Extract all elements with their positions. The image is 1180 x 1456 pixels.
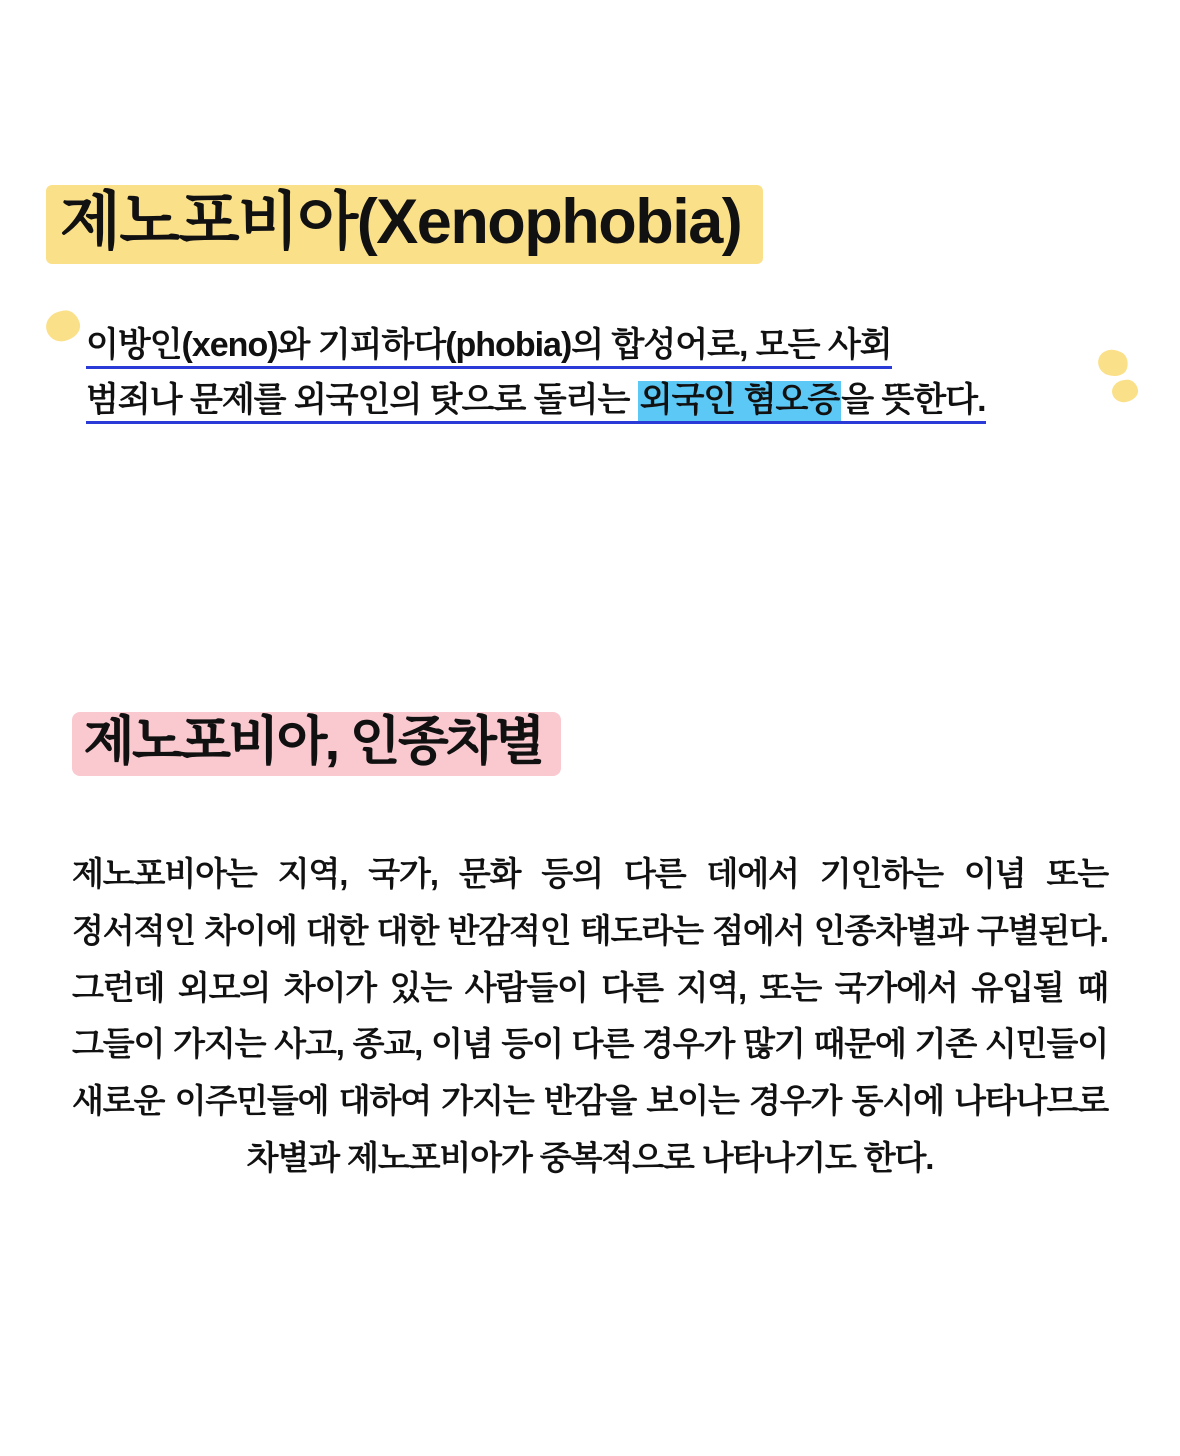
definition-line-2-before: 범죄나 문제를 외국인의 탓으로 돌리는 (86, 381, 638, 424)
title-highlight (46, 185, 763, 264)
section-body-text: 제노포비아는 지역, 국가, 문화 등의 다른 데에서 기인하는 이념 또는 정서적인 차이에 대한 대한 반감적인 태도라는 점에서 인종차별과 구별된다. 그런데 외모의 차이가 있는 사람들이 다른 지역, 또는 국가에서 유입될 때 그들이 가지는 사고, 종교, 이념 등이 다른 경우가 많기 때문에 기존 시민들이 새로운 이주민들에 대하여 가지는 반감을 보이는 경우가 동시에 나타나므로 차별과 제노포비아가 중복적으로 나타나기도 한다. (72, 855, 1108, 1176)
title-block (0, 185, 1180, 264)
definition-line-1: 이방인(xeno)와 기피하다(phobia)의 합성어로, 모든 사회 (86, 326, 892, 369)
definition-line-2-after: 을 뜻한다. (841, 381, 985, 424)
page-title: 제노포비아(Xenophobia) (60, 187, 742, 257)
definition-term-highlight: 외국인 혐오증 (638, 381, 842, 424)
section-body-block (0, 846, 1180, 1187)
section-heading-highlight (72, 712, 561, 776)
definition-text (86, 318, 1130, 428)
section-heading: 제노포비아, 인종차별 (84, 713, 543, 771)
definition-block (0, 318, 1180, 428)
section-heading-block (0, 712, 1180, 776)
